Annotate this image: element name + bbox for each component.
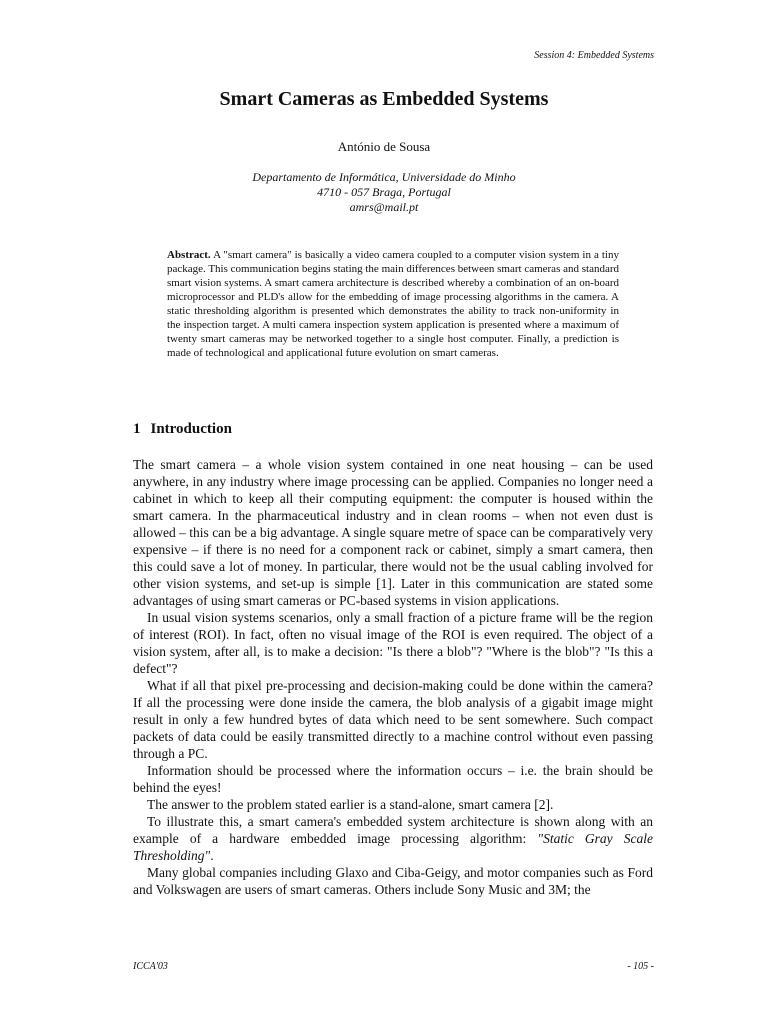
- footer-conference: ICCA'03: [133, 961, 168, 972]
- affiliation-line-2: 4710 - 057 Braga, Portugal: [317, 185, 451, 199]
- abstract: [167, 248, 619, 360]
- affiliation-line-1: Departamento de Informática, Universidade do Minho: [252, 170, 516, 184]
- paragraph-4: Information should be processed where the information occurs – i.e. the brain should be behind the eyes!: [133, 763, 653, 795]
- section-title: Introduction: [150, 421, 232, 437]
- paragraph-2: In usual vision systems scenarios, only a small fraction of a picture frame will be the region of interest (ROI). In fact, often no visual image of the ROI is even required. The object of a vision system, after all, is to make a decision: "Is there a blob"? "Where is the blob"? "Is this a defect"?: [133, 610, 653, 676]
- author-email: amrs@mail.pt: [349, 200, 419, 214]
- algorithm-name: "Static Gray Scale Thresholding": [133, 831, 653, 863]
- running-head: Session 4: Embedded Systems: [534, 50, 654, 61]
- paragraph-6-end: .: [210, 848, 214, 863]
- paragraph-5: The answer to the problem stated earlier is a stand-alone, smart camera [2].: [147, 797, 554, 812]
- abstract-text: A "smart camera" is basically a video camera coupled to a computer vision system in a tiny package. This communication begins stating the main differences between smart cameras and standard smart vision systems. A smart camera architecture is described whereby a combination of an on-board microprocessor and PLD's allow for the embedding of image processing algorithms in the camera. A static thresholding algorithm is presented which demonstrates the ability to track non-uniformity in the inspection target. A multi camera inspection system application is presented where a maximum of twenty smart cameras may be networked together to a single host computer. Finally, a prediction is made of technological and applicational future evolution on smart cameras.: [167, 249, 619, 359]
- abstract-label: Abstract.: [167, 249, 211, 261]
- section-number: 1: [133, 421, 141, 437]
- paragraph-6-text: To illustrate this, a smart camera's embedded system architecture is shown along with an example of a hardware embedded image processing algorithm:: [133, 814, 653, 846]
- page-number: - 105 -: [627, 961, 654, 972]
- body-text: [133, 456, 653, 898]
- affiliation-block: [0, 170, 768, 215]
- paragraph-3: What if all that pixel pre-processing and decision-making could be done within the camera? If all the processing were done inside the camera, the blob analysis of a gigabit image might result in only a few hundred bytes of data which need to be sent somewhere. Such compact packets of data could be easily transmitted directly to a machine control without even passing through a PC.: [133, 678, 653, 761]
- paragraph-6: [133, 813, 653, 864]
- paragraph-1: The smart camera – a whole vision system contained in one neat housing – can be used anywhere, in any industry where image processing can be applied. Companies no longer need a cabinet in which to keep all their computing equipment: the computer is housed within the smart camera. In the pharmaceutical industry and in clean rooms – when not even dust is allowed – this can be a big advantage. A single square metre of space can be comparatively very expensive – if there is no need for a component rack or cabinet, simply a smart camera, then this could save a lot of money. In particular, there would not be the usual cabling involved for other vision systems, and set-up is simple [1]. Later in this communication are stated some advantages of using smart cameras or PC-based systems in vision applications.: [133, 457, 653, 608]
- paper-title: Smart Cameras as Embedded Systems: [219, 88, 549, 110]
- author-name: António de Sousa: [337, 139, 431, 154]
- section-heading: [133, 421, 232, 438]
- paragraph-7: Many global companies including Glaxo and Ciba-Geigy, and motor companies such as Ford and Volkswagen are users of smart cameras. Others include Sony Music and 3M; the: [133, 865, 653, 897]
